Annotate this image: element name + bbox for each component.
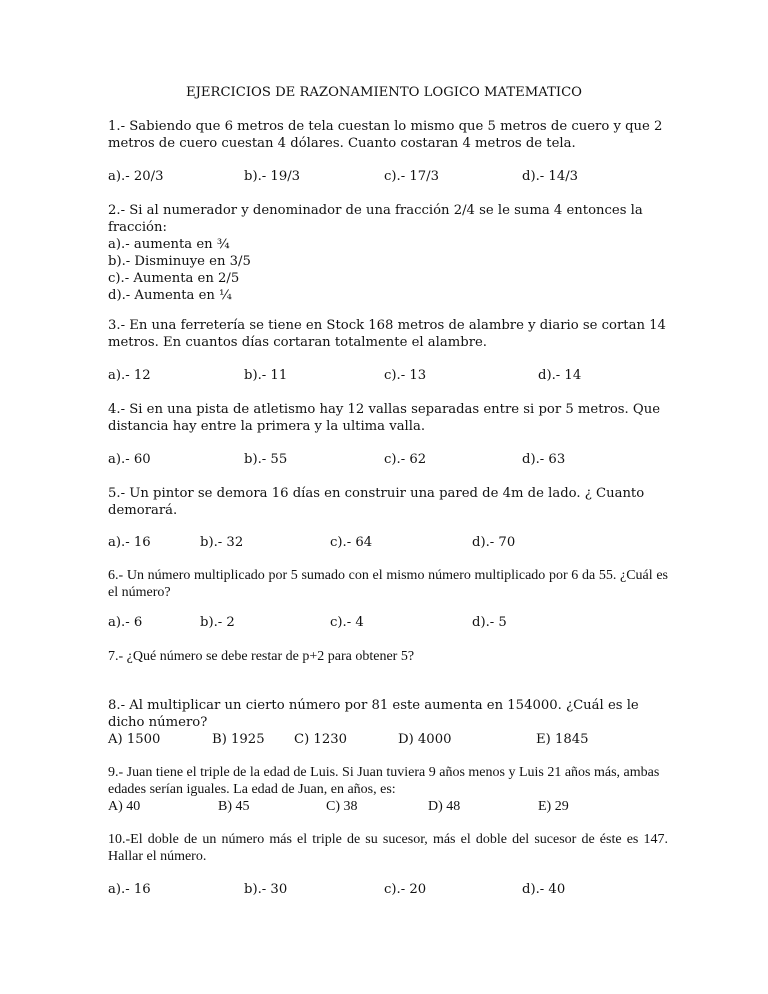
- question-4-line-2: distancia hay entre la primera y la ultima valla.: [108, 419, 426, 434]
- question-2-option-d: d).- Aumenta en ¼: [108, 288, 232, 303]
- question-5-line-2: demorará.: [108, 503, 178, 518]
- question-6-text: 6.- Un número multiplicado por 5 sumado con el mismo número multiplicado por 6 da 55. ¿Cuál es el número?: [108, 568, 668, 600]
- option-a: a).- 60: [108, 452, 151, 467]
- option-a: a).- 16: [108, 882, 151, 897]
- option-a: a).- 12: [108, 368, 151, 383]
- question-4-options: [108, 451, 668, 468]
- question-2-line-2: fracción:: [108, 220, 167, 235]
- option-b: b).- 19/3: [244, 169, 301, 184]
- option-a: A) 40: [108, 799, 141, 814]
- option-e: E) 1845: [536, 732, 589, 747]
- question-1-line-2: metros de cuero cuestan 4 dólares. Cuanto costaran 4 metros de tela.: [108, 136, 576, 151]
- option-c: c).- 20: [384, 882, 427, 897]
- question-1-options: [108, 168, 668, 185]
- option-d: d).- 70: [472, 535, 516, 550]
- option-c: c).- 17/3: [384, 169, 439, 184]
- option-a: a).- 6: [108, 615, 143, 630]
- question-9-options: [108, 798, 668, 815]
- option-b: b).- 32: [200, 535, 244, 550]
- option-a: a).- 20/3: [108, 169, 164, 184]
- question-3-options: [108, 367, 668, 384]
- question-9-text: 9.- Juan tiene el triple de la edad de Luis. Si Juan tuviera 9 años menos y Luis 21 años más, ambas edades serían iguales. La edad de Juan, en años, es:: [108, 765, 660, 797]
- option-c: c).- 13: [384, 368, 427, 383]
- question-10-options: [108, 881, 668, 898]
- question-7-text: 7.- ¿Qué número se debe restar de p+2 para obtener 5?: [108, 649, 415, 664]
- option-c: C) 38: [326, 799, 358, 814]
- option-d: D) 4000: [398, 732, 452, 747]
- question-8-options: [108, 731, 668, 748]
- question-1-line-1: 1.- Sabiendo que 6 metros de tela cuestan lo mismo que 5 metros de cuero y que 2: [108, 119, 663, 134]
- page-title: EJERCICIOS DE RAZONAMIENTO LOGICO MATEMATICO: [185, 85, 582, 100]
- option-e: E) 29: [538, 799, 569, 814]
- question-2-line-1: 2.- Si al numerador y denominador de una fracción 2/4 se le suma 4 entonces la: [108, 203, 643, 218]
- question-3-line-1: 3.- En una ferretería se tiene en Stock 168 metros de alambre y diario se cortan 14: [108, 318, 666, 333]
- option-b: b).- 2: [200, 615, 235, 630]
- question-10-text: 10.-El doble de un número más el triple de su sucesor, más el doble del sucesor de éste es 147. Hallar el número.: [108, 832, 668, 864]
- question-4-line-1: 4.- Si en una pista de atletismo hay 12 vallas separadas entre si por 5 metros. Que: [108, 402, 661, 417]
- question-2-option-c: c).- Aumenta en 2/5: [108, 271, 240, 286]
- option-c: c).- 64: [330, 535, 373, 550]
- option-b: b).- 30: [244, 882, 288, 897]
- question-2-option-a: a).- aumenta en ¾: [108, 237, 230, 252]
- option-a: a).- 16: [108, 535, 151, 550]
- option-c: C) 1230: [294, 732, 347, 747]
- question-2-option-b: b).- Disminuye en 3/5: [108, 254, 251, 269]
- question-8-line-1: 8.- Al multiplicar un cierto número por 81 este aumenta en 154000. ¿Cuál es le: [108, 698, 639, 713]
- question-5-line-1: 5.- Un pintor se demora 16 días en construir una pared de 4m de lado. ¿ Cuanto: [108, 486, 645, 501]
- question-6-options: [108, 614, 668, 631]
- question-3-line-2: metros. En cuantos días cortaran totalmente el alambre.: [108, 335, 487, 350]
- option-d: d).- 14: [538, 368, 582, 383]
- option-c: c).- 4: [330, 615, 364, 630]
- option-a: A) 1500: [108, 732, 161, 747]
- option-b: B) 45: [218, 799, 250, 814]
- option-d: d).- 63: [522, 452, 566, 467]
- option-d: d).- 40: [522, 882, 566, 897]
- question-5-options: [108, 534, 668, 551]
- option-b: B) 1925: [212, 732, 265, 747]
- option-b: b).- 55: [244, 452, 288, 467]
- option-c: c).- 62: [384, 452, 427, 467]
- option-b: b).- 11: [244, 368, 288, 383]
- option-d: D) 48: [428, 799, 461, 814]
- question-8-line-2: dicho número?: [108, 715, 208, 730]
- option-d: d).- 5: [472, 615, 507, 630]
- option-d: d).- 14/3: [522, 169, 579, 184]
